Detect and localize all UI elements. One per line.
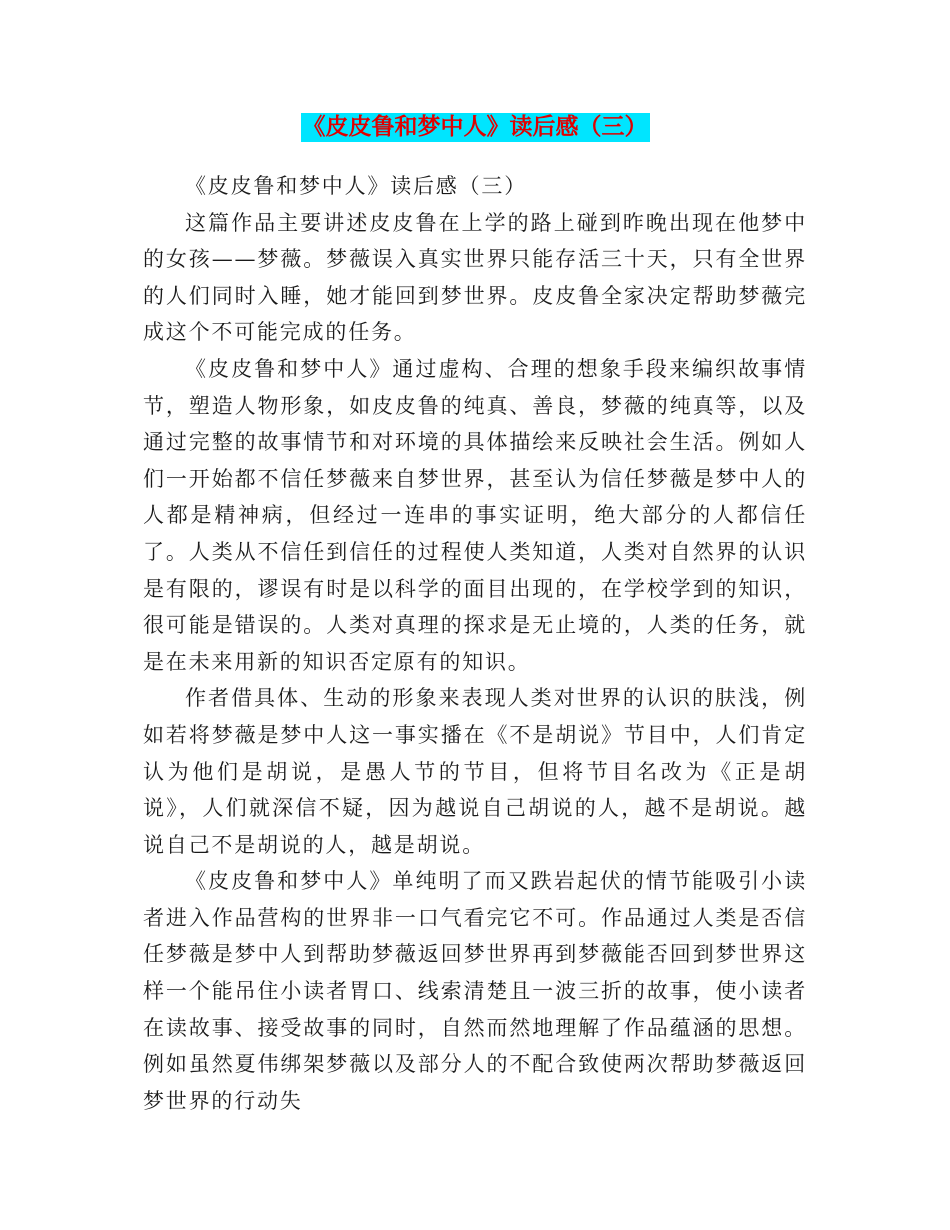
paragraph: 《皮皮鲁和梦中人》单纯明了而又跌岩起伏的情节能吸引小读者进入作品营构的世界非一口气看完它不可。作品通过人类是否信任梦薇是梦中人到帮助梦薇返回梦世界再到梦薇能否回到梦世界这样一个能吊住小读者胃口、线索清楚且一波三折的故事，使小读者在读故事、接受故事的同时，自然而然地理解了作品蕴涵的思想。例如虽然夏伟绑架梦薇以及部分人的不配合致使两次帮助梦薇返回梦世界的行动失 [143, 869, 807, 1113]
title-container [0, 113, 950, 142]
subtitle-paragraph: 《皮皮鲁和梦中人》读后感（三） [185, 174, 527, 198]
document-body [143, 168, 807, 1119]
document-title: 《皮皮鲁和梦中人》读后感（三） [302, 114, 648, 140]
paragraph: 《皮皮鲁和梦中人》通过虚构、合理的想象手段来编织故事情节，塑造人物形象，如皮皮鲁的纯真、善良，梦薇的纯真等，以及通过完整的故事情节和对环境的具体描绘来反映社会生活。例如人们一开始都不信任梦薇来自梦世界，甚至认为信任梦薇是梦中人的人都是精神病，但经过一连串的事实证明，绝大部分的人都信任了。人类从不信任到信任的过程使人类知道，人类对自然界的认识是有限的，谬误有时是以科学的面目出现的，在学校学到的知识，很可能是错误的。人类对真理的探求是无止境的，人类的任务，就是在未来用新的知识否定原有的知识。 [143, 356, 807, 674]
paragraph: 这篇作品主要讲述皮皮鲁在上学的路上碰到昨晚出现在他梦中的女孩——梦薇。梦薇误入真实世界只能存活三十天，只有全世界的人们同时入睡，她才能回到梦世界。皮皮鲁全家决定帮助梦薇完成这个不可能完成的任务。 [143, 210, 807, 345]
paragraph: 作者借具体、生动的形象来表现人类对世界的认识的肤浅，例如若将梦薇是梦中人这一事实播在《不是胡说》节目中，人们肯定认为他们是胡说，是愚人节的节目，但将节目名改为《正是胡说》，人们就深信不疑，因为越说自己胡说的人，越不是胡说。越说自己不是胡说的人，越是胡说。 [143, 686, 807, 857]
